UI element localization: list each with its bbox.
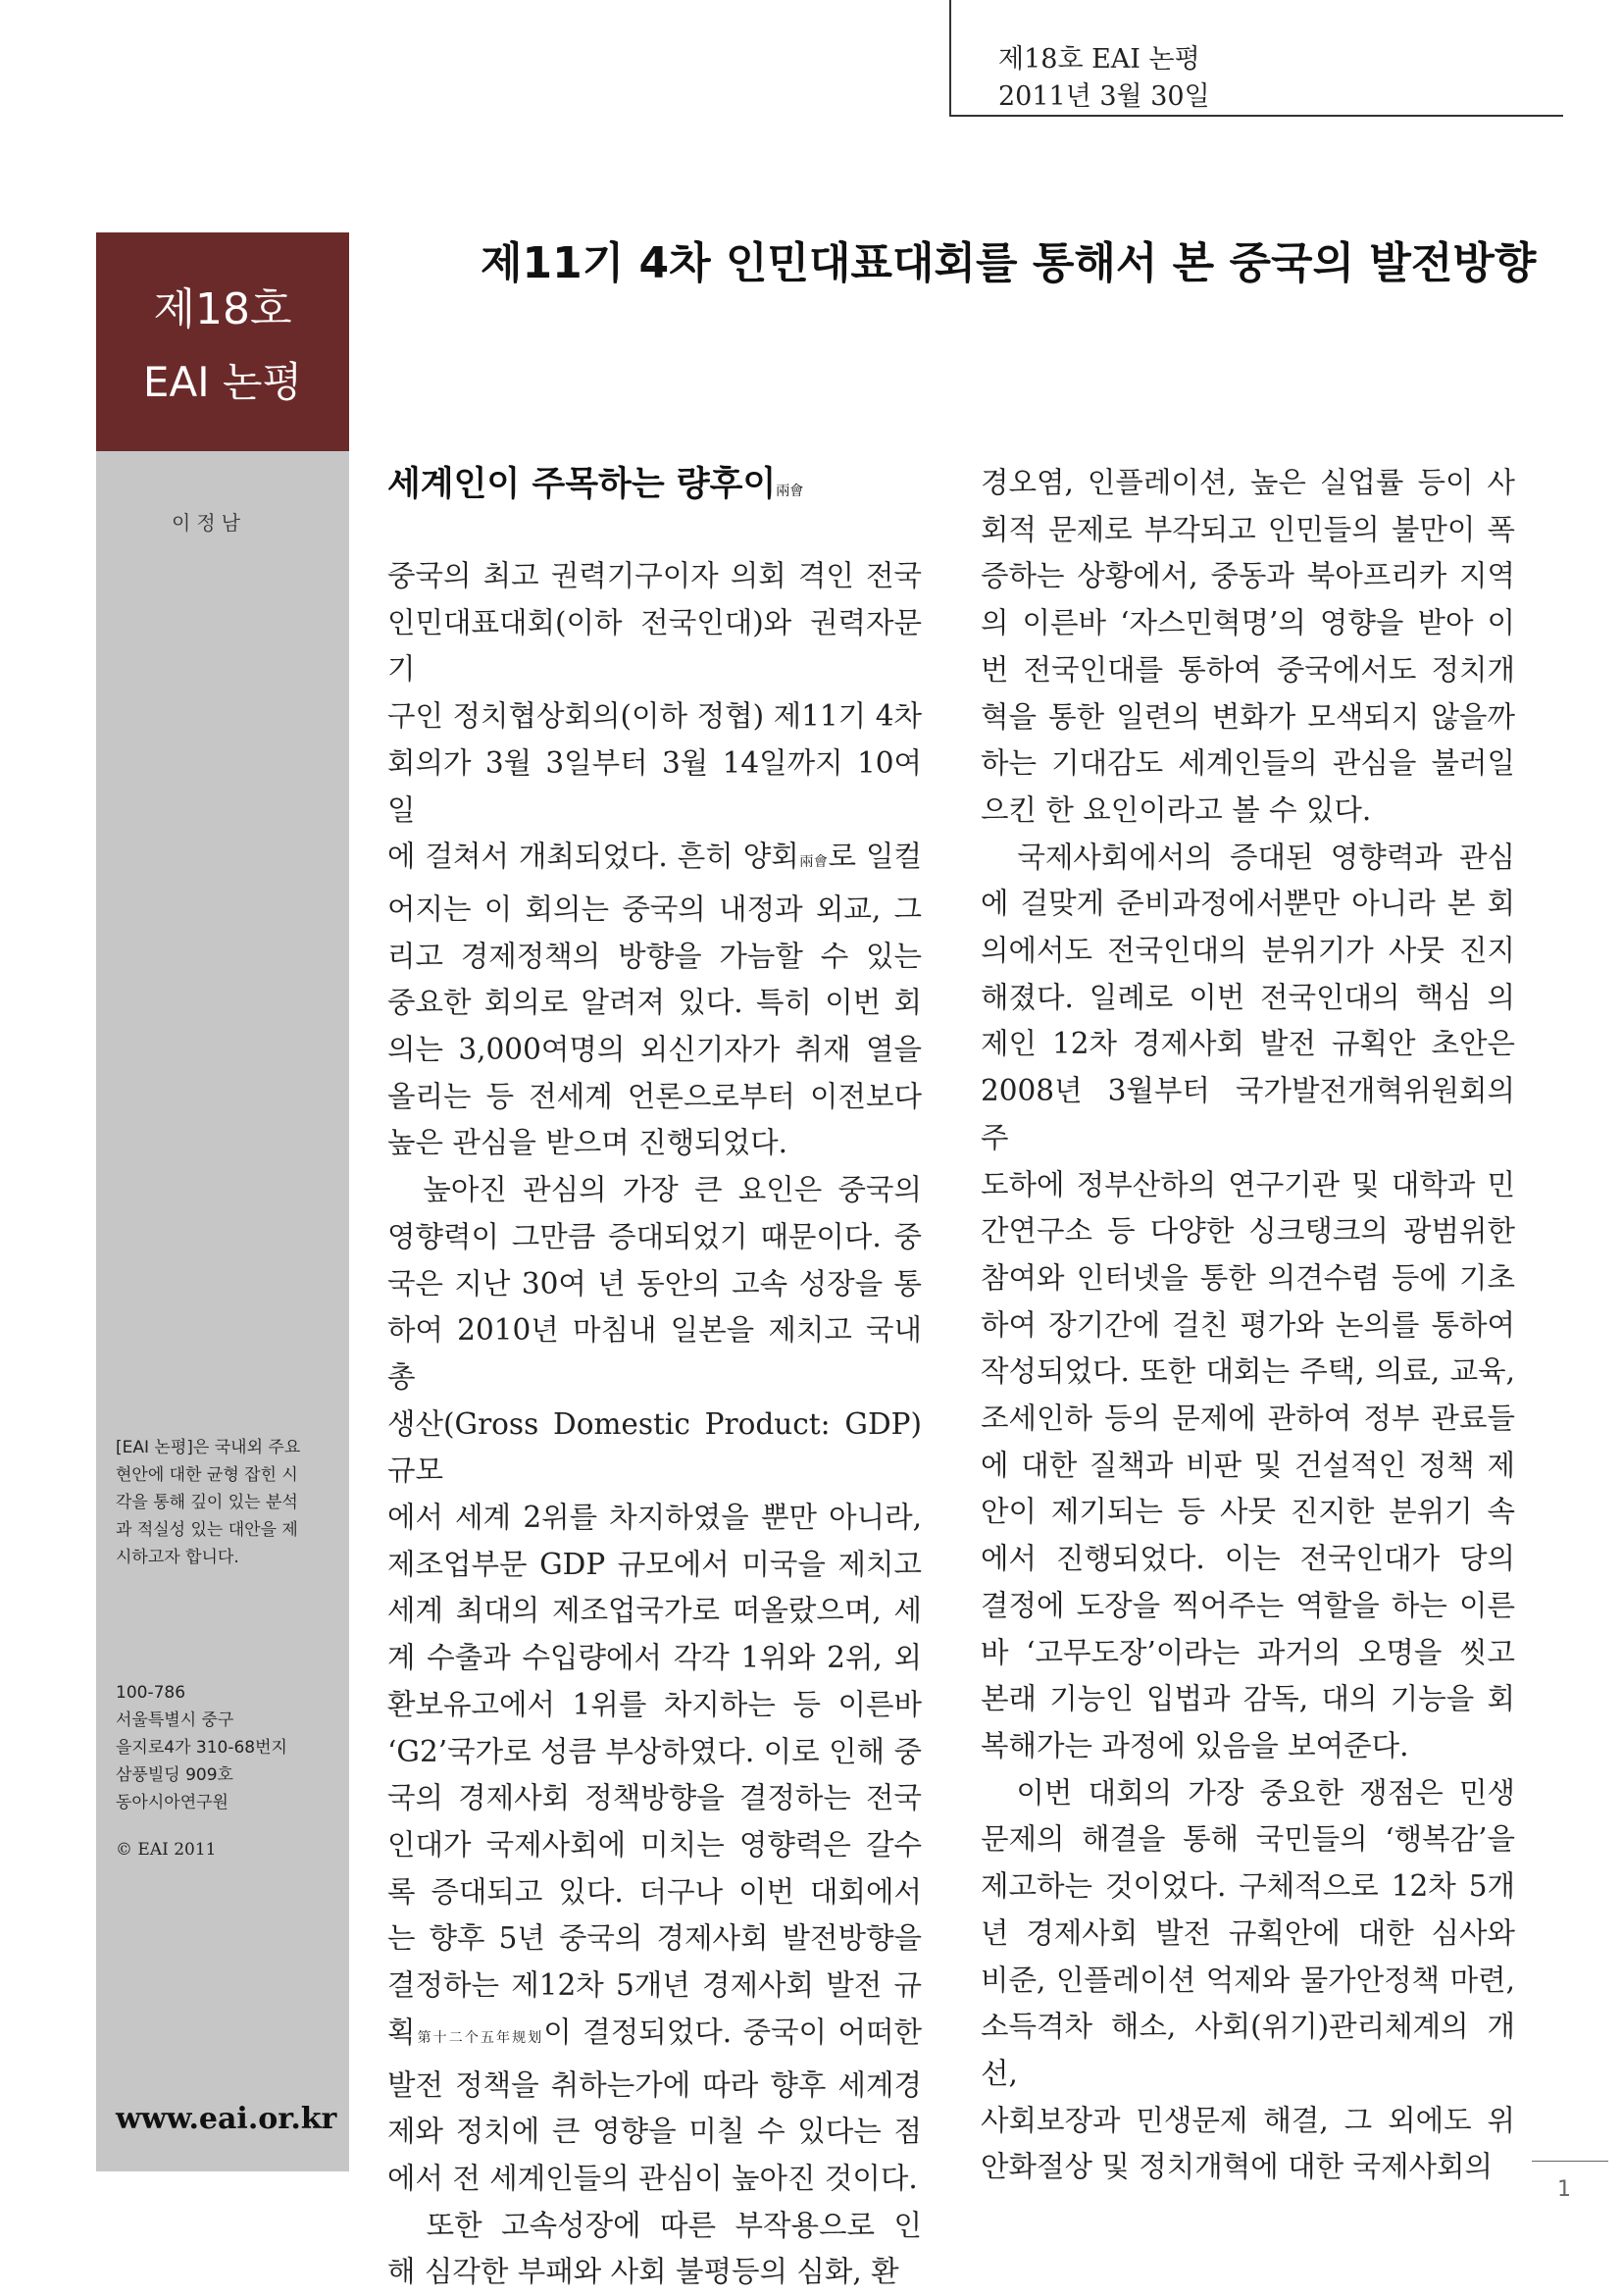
sidebar-banner (96, 232, 349, 451)
body-line: 혁을 통한 일련의 변화가 모색되지 않을까 (981, 699, 1515, 734)
body-line: 획第十二个五年规划이 결정되었다. 중국이 어떠한 (387, 2015, 922, 2049)
body-line: 올리는 등 전세계 언론으로부터 이전보다 (387, 1079, 922, 1113)
body-line: 국은 지난 30여 년 동안의 고속 성장을 통 (387, 1266, 922, 1301)
body-line: 으킨 한 요인이라고 볼 수 있다. (981, 792, 1372, 827)
body-line: 영향력이 그만큼 증대되었기 때문이다. 중 (387, 1219, 922, 1253)
body-line: 또한 고속성장에 따른 부작용으로 인 (387, 2208, 922, 2242)
body-line: 도하에 정부산하의 연구기관 및 대학과 민 (981, 1167, 1515, 1201)
body-line: 작성되었다. 또한 대회는 주택, 의료, 교육, (981, 1354, 1515, 1389)
website-link[interactable]: www.eai.or.kr (116, 2102, 337, 2136)
section-title (387, 457, 803, 506)
body-line: 에 걸쳐서 개최되었다. 흔히 양회兩會로 일컬 (387, 840, 922, 874)
body-line: 세계 최대의 제조업국가로 떠올랐으며, 세 (387, 1594, 922, 1628)
body-line: 결정하는 제12차 5개년 경제사회 발전 규 (387, 1968, 922, 2003)
body-line: 의는 3,000여명의 외신기자가 취재 열을 (387, 1033, 922, 1067)
body-line: 해졌다. 일례로 이번 전국인대의 핵심 의 (981, 980, 1515, 1014)
copyright: © EAI 2011 (116, 1840, 217, 1860)
page-number: 1 (1557, 2177, 1571, 2202)
body-line: 바 ‘고무도장’이라는 과거의 오명을 씻고 (981, 1635, 1515, 1669)
body-line: 본래 기능인 입법과 감독, 대의 기능을 회 (981, 1682, 1515, 1716)
body-line: 의 이른바 ‘자스민혁명’의 영향을 받아 이 (981, 606, 1515, 640)
body-column-2 (981, 460, 1515, 2191)
body-line: 이번 대회의 가장 중요한 쟁점은 민생 (981, 1775, 1515, 1810)
sidebar-panel (96, 451, 349, 2171)
description-line: 과 적실성 있는 대안을 제 (116, 1520, 298, 1540)
footer-rule (1532, 2161, 1608, 2162)
body-line: 제와 정치에 큰 영향을 미칠 수 있다는 점 (387, 2115, 922, 2149)
sidebar-series: EAI 논평 (142, 358, 303, 406)
body-line: 비준, 인플레이션 억제와 물가안정책 마련, (981, 1963, 1515, 1997)
body-line: 복해가는 과정에 있음을 보여준다. (981, 1728, 1409, 1762)
address-line: 동아시아연구원 (116, 1793, 228, 1812)
body-line: 결정에 도장을 찍어주는 역할을 하는 이른 (981, 1588, 1515, 1622)
body-line: 제고하는 것이었다. 구체적으로 12차 5개 (981, 1869, 1515, 1904)
body-line: 높아진 관심의 가장 큰 요인은 중국의 (387, 1173, 922, 1207)
body-line: 회의가 3월 3일부터 3월 14일까지 10여 일 (387, 745, 922, 827)
body-line: 인대가 국제사회에 미치는 영향력은 갈수 (387, 1827, 922, 1862)
header-issue: 제18호 EAI 논평 (998, 44, 1200, 75)
address-line: 삼풍빌딩 909호 (116, 1765, 233, 1785)
body-line: 의에서도 전국인대의 분위기가 사뭇 진지 (981, 934, 1515, 968)
body-line: 조세인하 등의 문제에 관하여 정부 관료들 (981, 1402, 1515, 1436)
body-line: 인민대표대회(이하 전국인대)와 권력자문기 (387, 605, 922, 687)
body-line: 에 대한 질책과 비판 및 건설적인 정책 제 (981, 1448, 1515, 1482)
body-line: 참여와 인터넷을 통한 의견수렴 등에 기초 (981, 1260, 1515, 1295)
header-date: 2011년 3월 30일 (998, 81, 1210, 112)
body-line: 중요한 회의로 알려져 있다. 특히 이번 회 (387, 986, 922, 1020)
body-line: 년 경제사회 발전 규획안에 대한 심사와 (981, 1915, 1515, 1950)
header-box (949, 0, 1563, 117)
body-line: 하는 기대감도 세계인들의 관심을 불러일 (981, 746, 1515, 781)
address-line: 서울특별시 중구 (116, 1710, 234, 1730)
body-line: 계 수출과 수입량에서 각각 1위와 2위, 외 (387, 1641, 922, 1675)
body-line: 국의 경제사회 정책방향을 결정하는 전국 (387, 1781, 922, 1815)
body-column-1 (387, 553, 922, 2296)
section-title-hanja: 兩會 (776, 484, 804, 499)
body-line: 경오염, 인플레이션, 높은 실업률 등이 사 (981, 466, 1515, 499)
sidebar-description (116, 1434, 333, 1571)
body-line: 국제사회에서의 증대된 영향력과 관심 (981, 840, 1515, 874)
body-line: 해 심각한 부패와 사회 불평등의 심화, 환 (387, 2255, 899, 2289)
address-line: 을지로4가 310-68번지 (116, 1738, 287, 1758)
body-line: 간연구소 등 다양한 싱크탱크의 광범위한 (981, 1214, 1515, 1249)
body-line: ‘G2’국가로 성큼 부상하였다. 이로 인해 중 (387, 1734, 922, 1768)
body-line: 리고 경제정책의 방향을 가늠할 수 있는 (387, 939, 922, 973)
description-line: 현안에 대한 균형 잡힌 시 (116, 1465, 298, 1485)
description-line: 각을 통해 깊이 있는 분석 (116, 1493, 298, 1512)
body-line: 어지는 이 회의는 중국의 내정과 외교, 그 (387, 892, 922, 926)
body-line: 증하는 상황에서, 중동과 북아프리카 지역 (981, 559, 1515, 593)
description-line: 시하고자 합니다. (116, 1548, 239, 1567)
body-line: 록 증대되고 있다. 더구나 이번 대회에서 (387, 1874, 922, 1909)
body-line: 높은 관심을 받으며 진행되었다. (387, 1126, 787, 1160)
body-line: 안이 제기되는 등 사뭇 진지한 분위기 속 (981, 1495, 1515, 1529)
body-line: 에서 전 세계인들의 관심이 높아진 것이다. (387, 2161, 918, 2195)
address-line: 100-786 (116, 1683, 186, 1703)
body-line: 제조업부문 GDP 규모에서 미국을 제치고 (387, 1547, 922, 1581)
body-line: 에 걸맞게 준비과정에서뿐만 아니라 본 회 (981, 887, 1515, 921)
author-name: 이정남 (172, 511, 246, 535)
body-line: 는 향후 5년 중국의 경제사회 발전방향을 (387, 1921, 922, 1956)
body-line: 중국의 최고 권력기구이자 의회 격인 전국 (387, 559, 922, 592)
body-line: 회적 문제로 부각되고 인민들의 불만이 폭 (981, 512, 1515, 546)
sidebar-address (116, 1679, 341, 1816)
body-line: 하여 장기간에 걸친 평가와 논의를 통하여 (981, 1307, 1515, 1342)
sidebar-issue: 제18호 (153, 284, 292, 334)
body-line: 제인 12차 경제사회 발전 규획안 초안은 (981, 1027, 1515, 1061)
body-line: 하여 2010년 마침내 일본을 제치고 국내총 (387, 1313, 922, 1394)
body-line: 발전 정책을 취하는가에 따라 향후 세계경 (387, 2067, 922, 2102)
body-line: 에서 세계 2위를 차지하였을 뿐만 아니라, (387, 1501, 922, 1535)
page-title: 제11기 4차 인민대표대회를 통해서 본 중국의 발전방향 (481, 238, 1537, 288)
body-line: 생산(Gross Domestic Product: GDP) 규모 (387, 1406, 922, 1488)
body-line: 환보유고에서 1위를 차지하는 등 이른바 (387, 1687, 922, 1721)
section-title-text: 세계인이 주목하는 량후이 (387, 465, 777, 504)
description-line: [EAI 논평]은 국내외 주요 (116, 1438, 301, 1457)
body-line: 에서 진행되었다. 이는 전국인대가 당의 (981, 1542, 1515, 1576)
body-line: 구인 정치협상회의(이하 정협) 제11기 4차 (387, 699, 922, 734)
body-line: 문제의 해결을 통해 국민들의 ‘행복감’을 (981, 1822, 1515, 1857)
body-line: 소득격차 해소, 사회(위기)관리체계의 개선, (981, 2010, 1515, 2090)
body-line: 번 전국인대를 통하여 중국에서도 정치개 (981, 652, 1515, 687)
body-line: 사회보장과 민생문제 해결, 그 외에도 위 (981, 2103, 1515, 2137)
body-line: 2008년 3월부터 국가발전개혁위원회의 주 (981, 1074, 1515, 1154)
body-line: 안화절상 및 정치개혁에 대한 국제사회의 (981, 2150, 1493, 2184)
